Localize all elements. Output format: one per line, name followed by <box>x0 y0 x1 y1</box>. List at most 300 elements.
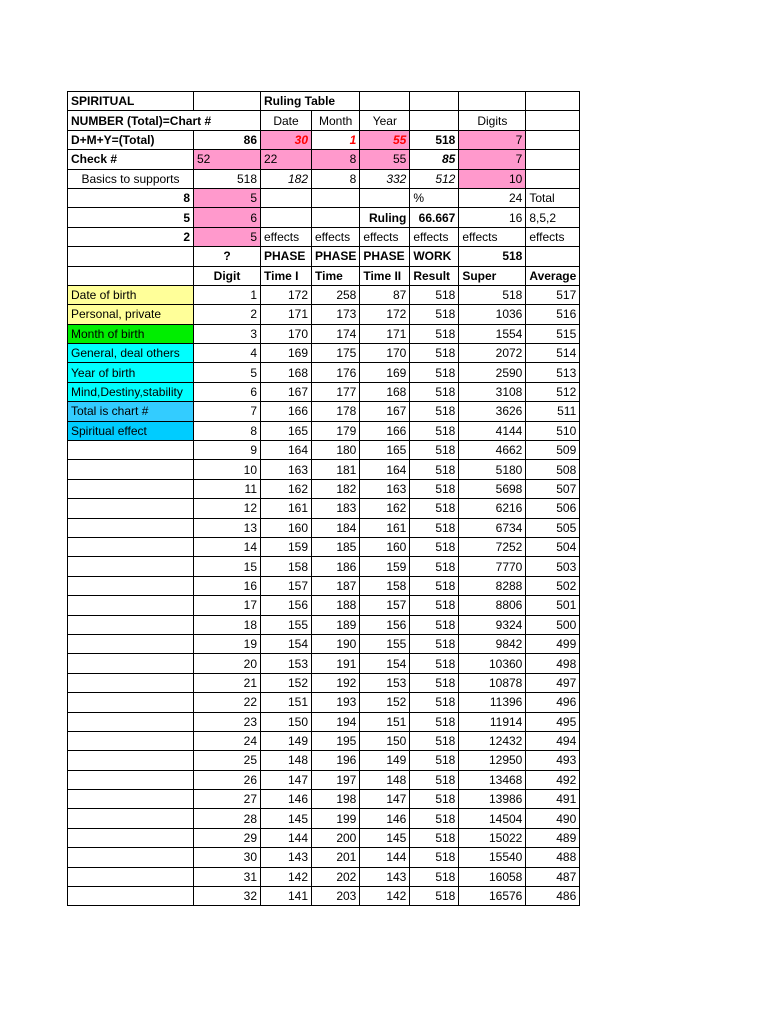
digit-cell[interactable]: 29 <box>194 828 261 847</box>
check-v2[interactable]: 22 <box>261 150 312 169</box>
super-cell[interactable]: 8806 <box>459 596 526 615</box>
time1-cell[interactable]: 162 <box>261 479 312 498</box>
result-cell[interactable]: 518 <box>410 634 459 653</box>
cell[interactable] <box>312 208 360 227</box>
cell[interactable] <box>68 518 194 537</box>
cell[interactable] <box>68 615 194 634</box>
digit-cell[interactable]: 20 <box>194 654 261 673</box>
digit-cell[interactable]: 28 <box>194 809 261 828</box>
phase-num[interactable]: 518 <box>459 247 526 266</box>
time3-cell[interactable]: 151 <box>360 712 410 731</box>
time1-cell[interactable]: 168 <box>261 363 312 382</box>
average-cell[interactable]: 494 <box>526 731 580 750</box>
effects-cell[interactable]: effects <box>526 227 580 246</box>
time2-cell[interactable]: 196 <box>312 751 360 770</box>
super-cell[interactable]: 11396 <box>459 693 526 712</box>
time3-cell[interactable]: 143 <box>360 867 410 886</box>
average-header[interactable]: Average <box>526 266 580 285</box>
time2-cell[interactable]: 191 <box>312 654 360 673</box>
dmy-month[interactable]: 1 <box>312 130 360 149</box>
cell[interactable] <box>68 790 194 809</box>
digit-cell[interactable]: 7 <box>194 402 261 421</box>
time1-cell[interactable]: 147 <box>261 770 312 789</box>
average-cell[interactable]: 514 <box>526 344 580 363</box>
time1-cell[interactable]: 160 <box>261 518 312 537</box>
time2-cell[interactable]: 199 <box>312 809 360 828</box>
time3-cell[interactable]: 167 <box>360 402 410 421</box>
average-cell[interactable]: 503 <box>526 557 580 576</box>
cell[interactable] <box>526 92 580 111</box>
cell[interactable] <box>410 92 459 111</box>
row-label[interactable]: Year of birth <box>68 363 194 382</box>
basics-v6[interactable]: 10 <box>459 169 526 188</box>
basics-label[interactable]: Basics to supports <box>68 169 194 188</box>
digit-cell[interactable]: 3 <box>194 324 261 343</box>
time3-cell[interactable]: 147 <box>360 790 410 809</box>
time2-cell[interactable]: 258 <box>312 285 360 304</box>
digit-cell[interactable]: 8 <box>194 421 261 440</box>
basics-v4[interactable]: 332 <box>360 169 410 188</box>
row8-pct[interactable]: % <box>410 188 459 207</box>
super-cell[interactable]: 2590 <box>459 363 526 382</box>
time3-cell[interactable]: 161 <box>360 518 410 537</box>
row5-left[interactable]: 5 <box>68 208 194 227</box>
average-cell[interactable]: 500 <box>526 615 580 634</box>
cell[interactable] <box>68 693 194 712</box>
time2-cell[interactable]: 184 <box>312 518 360 537</box>
time3-cell[interactable]: 150 <box>360 731 410 750</box>
average-cell[interactable]: 517 <box>526 285 580 304</box>
time2-cell[interactable]: 198 <box>312 790 360 809</box>
time2-cell[interactable]: 183 <box>312 499 360 518</box>
average-cell[interactable]: 493 <box>526 751 580 770</box>
cell[interactable] <box>68 596 194 615</box>
row-label[interactable]: General, deal others <box>68 344 194 363</box>
super-cell[interactable]: 15540 <box>459 848 526 867</box>
time3-cell[interactable]: 157 <box>360 596 410 615</box>
super-cell[interactable]: 1036 <box>459 305 526 324</box>
digit-cell[interactable]: 32 <box>194 887 261 906</box>
time1-cell[interactable]: 166 <box>261 402 312 421</box>
digit-cell[interactable]: 14 <box>194 537 261 556</box>
cell[interactable] <box>68 266 194 285</box>
effects-cell[interactable]: effects <box>360 227 410 246</box>
check-v5[interactable]: 85 <box>410 150 459 169</box>
time3-cell[interactable]: 153 <box>360 673 410 692</box>
result-header[interactable]: Result <box>410 266 459 285</box>
digit-cell[interactable]: 17 <box>194 596 261 615</box>
title-cell[interactable]: SPIRITUAL <box>68 92 194 111</box>
cell[interactable] <box>68 809 194 828</box>
digit-cell[interactable]: 16 <box>194 576 261 595</box>
effects-cell[interactable]: effects <box>261 227 312 246</box>
time3-cell[interactable]: 162 <box>360 499 410 518</box>
cell[interactable] <box>68 576 194 595</box>
cell[interactable] <box>68 654 194 673</box>
row2-val[interactable]: 5 <box>194 227 261 246</box>
digit-cell[interactable]: 26 <box>194 770 261 789</box>
digit-cell[interactable]: 2 <box>194 305 261 324</box>
row-label[interactable]: Spiritual effect <box>68 421 194 440</box>
digit-cell[interactable]: 27 <box>194 790 261 809</box>
result-cell[interactable]: 518 <box>410 479 459 498</box>
super-cell[interactable]: 5698 <box>459 479 526 498</box>
dmy-label[interactable]: D+M+Y=(Total) <box>68 130 194 149</box>
super-cell[interactable]: 4144 <box>459 421 526 440</box>
effects-cell[interactable]: effects <box>312 227 360 246</box>
time1-cell[interactable]: 151 <box>261 693 312 712</box>
average-cell[interactable]: 486 <box>526 887 580 906</box>
cell[interactable] <box>526 247 580 266</box>
super-cell[interactable]: 16058 <box>459 867 526 886</box>
super-cell[interactable]: 15022 <box>459 828 526 847</box>
time2-cell[interactable]: 182 <box>312 479 360 498</box>
time2-cell[interactable]: 173 <box>312 305 360 324</box>
row5-num[interactable]: 16 <box>459 208 526 227</box>
digit-cell[interactable]: 22 <box>194 693 261 712</box>
average-cell[interactable]: 499 <box>526 634 580 653</box>
average-cell[interactable]: 492 <box>526 770 580 789</box>
time1-cell[interactable]: 171 <box>261 305 312 324</box>
result-cell[interactable]: 518 <box>410 518 459 537</box>
dmy-date[interactable]: 30 <box>261 130 312 149</box>
digit-cell[interactable]: 21 <box>194 673 261 692</box>
time3-cell[interactable]: 172 <box>360 305 410 324</box>
time1-cell[interactable]: 142 <box>261 867 312 886</box>
cell[interactable] <box>68 673 194 692</box>
average-cell[interactable]: 497 <box>526 673 580 692</box>
time1-cell[interactable]: 156 <box>261 596 312 615</box>
super-cell[interactable]: 10360 <box>459 654 526 673</box>
time3-cell[interactable]: 148 <box>360 770 410 789</box>
result-cell[interactable]: 518 <box>410 615 459 634</box>
time3-cell[interactable]: 160 <box>360 537 410 556</box>
work-label[interactable]: WORK <box>410 247 459 266</box>
time3-cell[interactable]: 152 <box>360 693 410 712</box>
result-cell[interactable]: 518 <box>410 751 459 770</box>
super-cell[interactable]: 13986 <box>459 790 526 809</box>
time2-cell[interactable]: 177 <box>312 382 360 401</box>
digit-cell[interactable]: 25 <box>194 751 261 770</box>
row-label[interactable]: Mind,Destiny,stability <box>68 382 194 401</box>
time1-cell[interactable]: 144 <box>261 828 312 847</box>
basics-v1[interactable]: 518 <box>194 169 261 188</box>
cell[interactable] <box>68 460 194 479</box>
col-month-header[interactable]: Month <box>312 111 360 130</box>
check-v3[interactable]: 8 <box>312 150 360 169</box>
cell[interactable] <box>526 169 580 188</box>
ruling-table-label[interactable]: Ruling Table <box>261 92 360 111</box>
subtitle-cell[interactable]: NUMBER (Total)=Chart # <box>68 111 261 130</box>
cell[interactable] <box>312 188 360 207</box>
super-cell[interactable]: 3626 <box>459 402 526 421</box>
result-cell[interactable]: 518 <box>410 809 459 828</box>
time3-cell[interactable]: 171 <box>360 324 410 343</box>
average-cell[interactable]: 498 <box>526 654 580 673</box>
dmy-total[interactable]: 86 <box>194 130 261 149</box>
cell[interactable] <box>261 208 312 227</box>
result-cell[interactable]: 518 <box>410 867 459 886</box>
digit-cell[interactable]: 4 <box>194 344 261 363</box>
digit-cell[interactable]: 24 <box>194 731 261 750</box>
time2-cell[interactable]: 202 <box>312 867 360 886</box>
basics-v5[interactable]: 512 <box>410 169 459 188</box>
super-cell[interactable]: 10878 <box>459 673 526 692</box>
time2-cell[interactable]: 194 <box>312 712 360 731</box>
time2-cell[interactable]: 179 <box>312 421 360 440</box>
result-cell[interactable]: 518 <box>410 576 459 595</box>
time2-cell[interactable]: 181 <box>312 460 360 479</box>
digit-cell[interactable]: 9 <box>194 441 261 460</box>
cell[interactable] <box>68 441 194 460</box>
row5-ruling-val[interactable]: 66.667 <box>410 208 459 227</box>
digit-cell[interactable]: 15 <box>194 557 261 576</box>
time1-cell[interactable]: 167 <box>261 382 312 401</box>
result-cell[interactable]: 518 <box>410 673 459 692</box>
time2-cell[interactable]: 180 <box>312 441 360 460</box>
phase-2[interactable]: PHASE <box>312 247 360 266</box>
time3-cell[interactable]: 166 <box>360 421 410 440</box>
time2-cell[interactable]: 187 <box>312 576 360 595</box>
cell[interactable] <box>410 111 459 130</box>
average-cell[interactable]: 496 <box>526 693 580 712</box>
super-header[interactable]: Super <box>459 266 526 285</box>
time3-cell[interactable]: 156 <box>360 615 410 634</box>
time3-cell[interactable]: 159 <box>360 557 410 576</box>
effects-cell[interactable]: effects <box>459 227 526 246</box>
result-cell[interactable]: 518 <box>410 770 459 789</box>
time2-cell[interactable]: 186 <box>312 557 360 576</box>
time2-cell[interactable]: 203 <box>312 887 360 906</box>
average-cell[interactable]: 502 <box>526 576 580 595</box>
result-cell[interactable]: 518 <box>410 731 459 750</box>
row-label[interactable]: Date of birth <box>68 285 194 304</box>
cell[interactable] <box>68 867 194 886</box>
time3-cell[interactable]: 149 <box>360 751 410 770</box>
average-cell[interactable]: 488 <box>526 848 580 867</box>
cell[interactable] <box>68 537 194 556</box>
row-label[interactable]: Month of birth <box>68 324 194 343</box>
cell[interactable] <box>68 499 194 518</box>
time1-cell[interactable]: 145 <box>261 809 312 828</box>
time1-cell[interactable]: 148 <box>261 751 312 770</box>
time3-cell[interactable]: 146 <box>360 809 410 828</box>
super-cell[interactable]: 12432 <box>459 731 526 750</box>
basics-v2[interactable]: 182 <box>261 169 312 188</box>
average-cell[interactable]: 512 <box>526 382 580 401</box>
time2-header[interactable]: Time <box>312 266 360 285</box>
time1-cell[interactable]: 150 <box>261 712 312 731</box>
cell[interactable] <box>68 557 194 576</box>
check-v4[interactable]: 55 <box>360 150 410 169</box>
time3-cell[interactable]: 145 <box>360 828 410 847</box>
cell[interactable] <box>68 634 194 653</box>
average-cell[interactable]: 508 <box>526 460 580 479</box>
super-cell[interactable]: 4662 <box>459 441 526 460</box>
cell[interactable] <box>526 150 580 169</box>
time2-cell[interactable]: 190 <box>312 634 360 653</box>
average-cell[interactable]: 510 <box>526 421 580 440</box>
average-cell[interactable]: 504 <box>526 537 580 556</box>
row-label[interactable]: Total is chart # <box>68 402 194 421</box>
time2-cell[interactable]: 195 <box>312 731 360 750</box>
time2-cell[interactable]: 201 <box>312 848 360 867</box>
digit-cell[interactable]: 13 <box>194 518 261 537</box>
super-cell[interactable]: 6734 <box>459 518 526 537</box>
row-label[interactable]: Personal, private <box>68 305 194 324</box>
time3-cell[interactable]: 142 <box>360 887 410 906</box>
time3-cell[interactable]: 169 <box>360 363 410 382</box>
basics-v3[interactable]: 8 <box>312 169 360 188</box>
row5-total[interactable]: 8,5,2 <box>526 208 580 227</box>
super-cell[interactable]: 13468 <box>459 770 526 789</box>
super-cell[interactable]: 5180 <box>459 460 526 479</box>
time2-cell[interactable]: 175 <box>312 344 360 363</box>
time2-cell[interactable]: 200 <box>312 828 360 847</box>
result-cell[interactable]: 518 <box>410 537 459 556</box>
time1-header[interactable]: Time I <box>261 266 312 285</box>
digit-cell[interactable]: 23 <box>194 712 261 731</box>
phase-question[interactable]: ? <box>194 247 261 266</box>
time1-cell[interactable]: 163 <box>261 460 312 479</box>
time1-cell[interactable]: 159 <box>261 537 312 556</box>
result-cell[interactable]: 518 <box>410 499 459 518</box>
digit-cell[interactable]: 5 <box>194 363 261 382</box>
time2-cell[interactable]: 192 <box>312 673 360 692</box>
result-cell[interactable]: 518 <box>410 848 459 867</box>
digit-header[interactable]: Digit <box>194 266 261 285</box>
average-cell[interactable]: 513 <box>526 363 580 382</box>
average-cell[interactable]: 507 <box>526 479 580 498</box>
result-cell[interactable]: 518 <box>410 790 459 809</box>
super-cell[interactable]: 7770 <box>459 557 526 576</box>
time1-cell[interactable]: 141 <box>261 887 312 906</box>
cell[interactable] <box>68 479 194 498</box>
average-cell[interactable]: 495 <box>526 712 580 731</box>
result-cell[interactable]: 518 <box>410 285 459 304</box>
phase-1[interactable]: PHASE <box>261 247 312 266</box>
time1-cell[interactable]: 153 <box>261 654 312 673</box>
average-cell[interactable]: 490 <box>526 809 580 828</box>
row5-ruling[interactable]: Ruling <box>360 208 410 227</box>
result-cell[interactable]: 518 <box>410 305 459 324</box>
check-label[interactable]: Check # <box>68 150 194 169</box>
check-v1[interactable]: 52 <box>194 150 261 169</box>
row8-left[interactable]: 8 <box>68 188 194 207</box>
average-cell[interactable]: 491 <box>526 790 580 809</box>
cell[interactable] <box>68 731 194 750</box>
average-cell[interactable]: 515 <box>526 324 580 343</box>
super-cell[interactable]: 518 <box>459 285 526 304</box>
super-cell[interactable]: 7252 <box>459 537 526 556</box>
time3-cell[interactable]: 168 <box>360 382 410 401</box>
time1-cell[interactable]: 143 <box>261 848 312 867</box>
time1-cell[interactable]: 146 <box>261 790 312 809</box>
super-cell[interactable]: 2072 <box>459 344 526 363</box>
average-cell[interactable]: 505 <box>526 518 580 537</box>
time1-cell[interactable]: 172 <box>261 285 312 304</box>
time3-cell[interactable]: 164 <box>360 460 410 479</box>
time2-cell[interactable]: 188 <box>312 596 360 615</box>
super-cell[interactable]: 1554 <box>459 324 526 343</box>
result-cell[interactable]: 518 <box>410 596 459 615</box>
super-cell[interactable]: 12950 <box>459 751 526 770</box>
time1-cell[interactable]: 152 <box>261 673 312 692</box>
result-cell[interactable]: 518 <box>410 324 459 343</box>
time3-cell[interactable]: 144 <box>360 848 410 867</box>
row8-num[interactable]: 24 <box>459 188 526 207</box>
super-cell[interactable]: 9842 <box>459 634 526 653</box>
cell[interactable] <box>68 887 194 906</box>
cell[interactable] <box>68 848 194 867</box>
cell[interactable] <box>459 92 526 111</box>
time3-cell[interactable]: 163 <box>360 479 410 498</box>
super-cell[interactable]: 16576 <box>459 887 526 906</box>
result-cell[interactable]: 518 <box>410 693 459 712</box>
time3-header[interactable]: Time II <box>360 266 410 285</box>
result-cell[interactable]: 518 <box>410 402 459 421</box>
average-cell[interactable]: 509 <box>526 441 580 460</box>
result-cell[interactable]: 518 <box>410 828 459 847</box>
time1-cell[interactable]: 155 <box>261 615 312 634</box>
result-cell[interactable]: 518 <box>410 460 459 479</box>
result-cell[interactable]: 518 <box>410 654 459 673</box>
digit-cell[interactable]: 11 <box>194 479 261 498</box>
dmy-digits[interactable]: 7 <box>459 130 526 149</box>
col-date-header[interactable]: Date <box>261 111 312 130</box>
result-cell[interactable]: 518 <box>410 363 459 382</box>
dmy-year[interactable]: 55 <box>360 130 410 149</box>
cell[interactable] <box>526 111 580 130</box>
cell[interactable] <box>68 828 194 847</box>
cell[interactable] <box>68 247 194 266</box>
check-v6[interactable]: 7 <box>459 150 526 169</box>
time3-cell[interactable]: 158 <box>360 576 410 595</box>
cell[interactable] <box>360 188 410 207</box>
super-cell[interactable]: 11914 <box>459 712 526 731</box>
cell[interactable] <box>194 92 261 111</box>
time1-cell[interactable]: 170 <box>261 324 312 343</box>
time2-cell[interactable]: 178 <box>312 402 360 421</box>
super-cell[interactable]: 6216 <box>459 499 526 518</box>
time3-cell[interactable]: 87 <box>360 285 410 304</box>
cell[interactable] <box>68 712 194 731</box>
row8-val[interactable]: 5 <box>194 188 261 207</box>
time1-cell[interactable]: 165 <box>261 421 312 440</box>
super-cell[interactable]: 9324 <box>459 615 526 634</box>
result-cell[interactable]: 518 <box>410 557 459 576</box>
time2-cell[interactable]: 193 <box>312 693 360 712</box>
result-cell[interactable]: 518 <box>410 712 459 731</box>
cell[interactable] <box>68 751 194 770</box>
col-digits-header[interactable]: Digits <box>459 111 526 130</box>
row5-val[interactable]: 6 <box>194 208 261 227</box>
cell[interactable] <box>68 770 194 789</box>
result-cell[interactable]: 518 <box>410 382 459 401</box>
average-cell[interactable]: 489 <box>526 828 580 847</box>
cell[interactable] <box>261 188 312 207</box>
row2-left[interactable]: 2 <box>68 227 194 246</box>
time1-cell[interactable]: 154 <box>261 634 312 653</box>
result-cell[interactable]: 518 <box>410 441 459 460</box>
time1-cell[interactable]: 169 <box>261 344 312 363</box>
digit-cell[interactable]: 6 <box>194 382 261 401</box>
average-cell[interactable]: 501 <box>526 596 580 615</box>
average-cell[interactable]: 487 <box>526 867 580 886</box>
time2-cell[interactable]: 176 <box>312 363 360 382</box>
average-cell[interactable]: 506 <box>526 499 580 518</box>
effects-cell[interactable]: effects <box>410 227 459 246</box>
